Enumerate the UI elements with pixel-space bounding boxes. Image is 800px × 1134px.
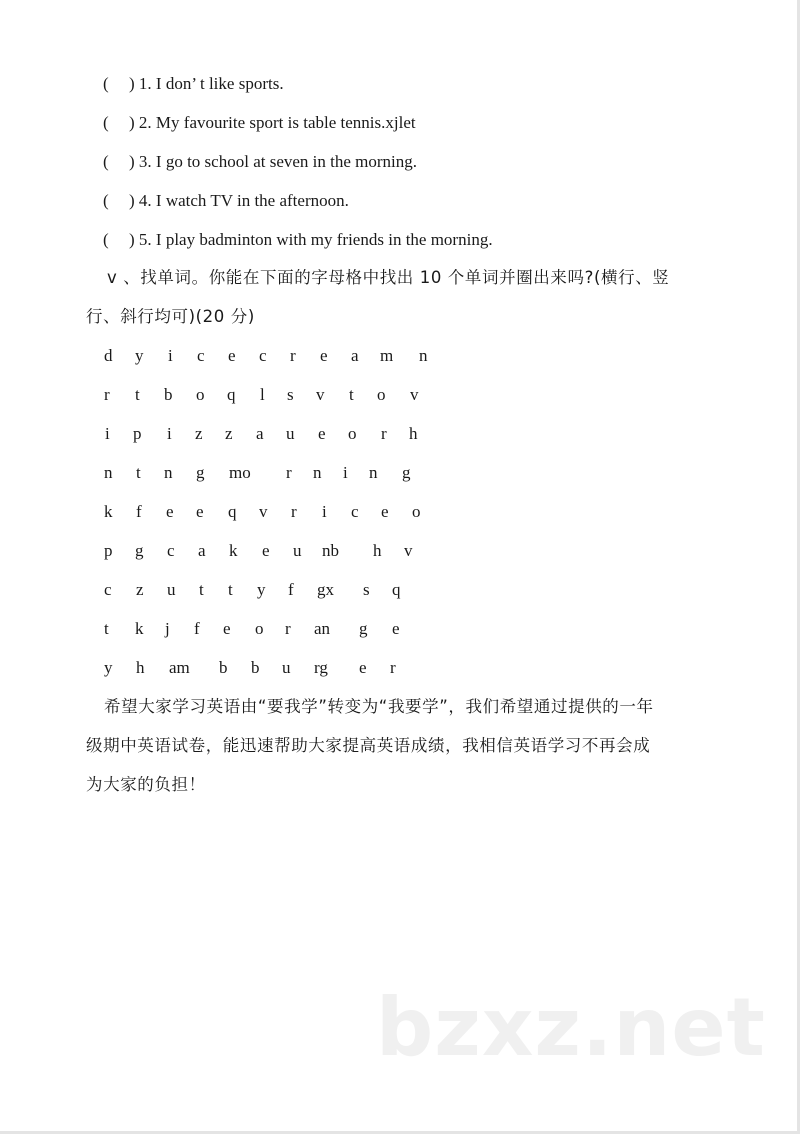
grid-cell: p [133,424,142,443]
question-item-3 [103,152,417,172]
grid-cell: j [165,619,170,638]
grid-cell: e [318,424,326,443]
grid-cell: z [136,580,144,599]
grid-cell: q [392,580,401,599]
grid-cell: o [196,385,205,404]
grid-cell: n [313,463,322,482]
closing-line1: 希望大家学习英语由“要我学”转变为“我要学”，我们希望通过提供的一年 [104,697,654,716]
answer-blank-close: ) [129,191,135,210]
grid-cell: an [314,619,331,638]
question-text: 3. I go to school at seven in the morning. [138,152,418,171]
grid-cell: c [167,541,175,560]
grid-cell: g [135,541,144,560]
grid-cell: c [259,346,267,365]
closing-line3: 为大家的负担！ [86,775,206,794]
grid-cell: m [380,346,394,365]
grid-cell: a [256,424,264,443]
grid-cell: u [167,580,176,599]
grid-cell: mo [229,463,251,482]
grid-cell: f [136,502,142,521]
grid-cell: t [349,385,354,404]
grid-cell: t [136,463,141,482]
answer-blank-open: ( [103,74,109,93]
grid-cell: y [135,346,144,365]
question-text: 1. I don’ t like sports. [138,74,284,93]
grid-cell: i [105,424,110,443]
grid-cell: c [351,502,359,521]
grid-cell: r [104,385,110,404]
grid-cell: f [288,580,294,599]
closing-line2: 级期中英语试卷，能迅速帮助大家提高英语成绩，我相信英语学习不再会成 [86,736,651,755]
grid-cell: r [291,502,297,521]
grid-cell: p [104,541,113,560]
grid-cell: y [257,580,266,599]
grid-cell: o [377,385,386,404]
grid-cell: e [262,541,270,560]
grid-cell: v [259,502,268,521]
grid-cell: b [164,385,173,404]
section-heading-line2: 行、斜行均可)(20 分) [86,307,255,326]
grid-cell: z [195,424,203,443]
grid-cell: r [286,463,292,482]
grid-cell: h [373,541,382,560]
grid-cell: o [348,424,357,443]
grid-cell: q [228,502,237,521]
grid-cell: i [322,502,327,521]
grid-cell: g [359,619,368,638]
question-item-1 [103,74,284,94]
grid-cell: b [251,658,260,677]
grid-cell: g [402,463,411,482]
grid-cell: c [197,346,205,365]
grid-cell: k [229,541,238,560]
answer-blank-close: ) [129,74,135,93]
grid-cell: t [228,580,233,599]
grid-cell: i [343,463,348,482]
question-item-2 [103,113,416,133]
grid-cell: e [320,346,328,365]
grid-cell: n [369,463,378,482]
grid-cell: e [196,502,204,521]
grid-cell: i [168,346,173,365]
grid-cell: l [260,385,265,404]
grid-cell: f [194,619,200,638]
grid-cell: gx [317,580,334,599]
grid-cell: rg [314,658,328,677]
answer-blank-close: ) [129,230,135,249]
grid-cell: o [255,619,264,638]
section-heading-line1: v 、找单词。你能在下面的字母格中找出 10 个单词并圈出来吗?(横行、竖 [107,268,670,287]
answer-blank-close: ) [129,113,135,132]
question-text: 4. I watch TV in the afternoon. [138,191,349,210]
grid-cell: s [287,385,294,404]
question-item-5 [103,230,493,250]
grid-cell: t [199,580,204,599]
grid-cell: s [363,580,370,599]
grid-cell: u [282,658,291,677]
grid-cell: o [412,502,421,521]
grid-cell: q [227,385,236,404]
grid-cell: v [316,385,325,404]
grid-cell: v [404,541,413,560]
grid-cell: n [104,463,113,482]
grid-cell: a [351,346,359,365]
grid-cell: r [290,346,296,365]
grid-cell: t [104,619,109,638]
answer-blank-close: ) [129,152,135,171]
grid-cell: u [286,424,295,443]
grid-cell: v [410,385,419,404]
grid-cell: g [196,463,205,482]
grid-cell: c [104,580,112,599]
grid-cell: b [219,658,228,677]
answer-blank-open: ( [103,230,109,249]
question-text: 5. I play badminton with my friends in the morning. [138,230,493,249]
answer-blank-open: ( [103,191,109,210]
grid-cell: d [104,346,113,365]
grid-cell: am [169,658,190,677]
grid-cell: n [419,346,428,365]
grid-cell: y [104,658,113,677]
grid-cell: e [359,658,367,677]
grid-cell: e [166,502,174,521]
grid-cell: e [392,619,400,638]
grid-cell: nb [322,541,339,560]
question-item-4 [103,191,349,211]
grid-cell: n [164,463,173,482]
grid-cell: e [223,619,231,638]
grid-cell: h [409,424,418,443]
watermark-logo: bzxz.net [376,981,766,1074]
grid-cell: r [381,424,387,443]
grid-cell: a [198,541,206,560]
grid-cell: r [390,658,396,677]
grid-cell: k [104,502,113,521]
grid-cell: k [135,619,144,638]
answer-blank-open: ( [103,113,109,132]
grid-cell: u [293,541,302,560]
grid-cell: z [225,424,233,443]
grid-cell: r [285,619,291,638]
grid-cell: e [228,346,236,365]
grid-cell: h [136,658,145,677]
grid-cell: t [135,385,140,404]
question-text: 2. My favourite sport is table tennis.xjlet [138,113,416,132]
grid-cell: e [381,502,389,521]
grid-cell: i [167,424,172,443]
answer-blank-open: ( [103,152,109,171]
